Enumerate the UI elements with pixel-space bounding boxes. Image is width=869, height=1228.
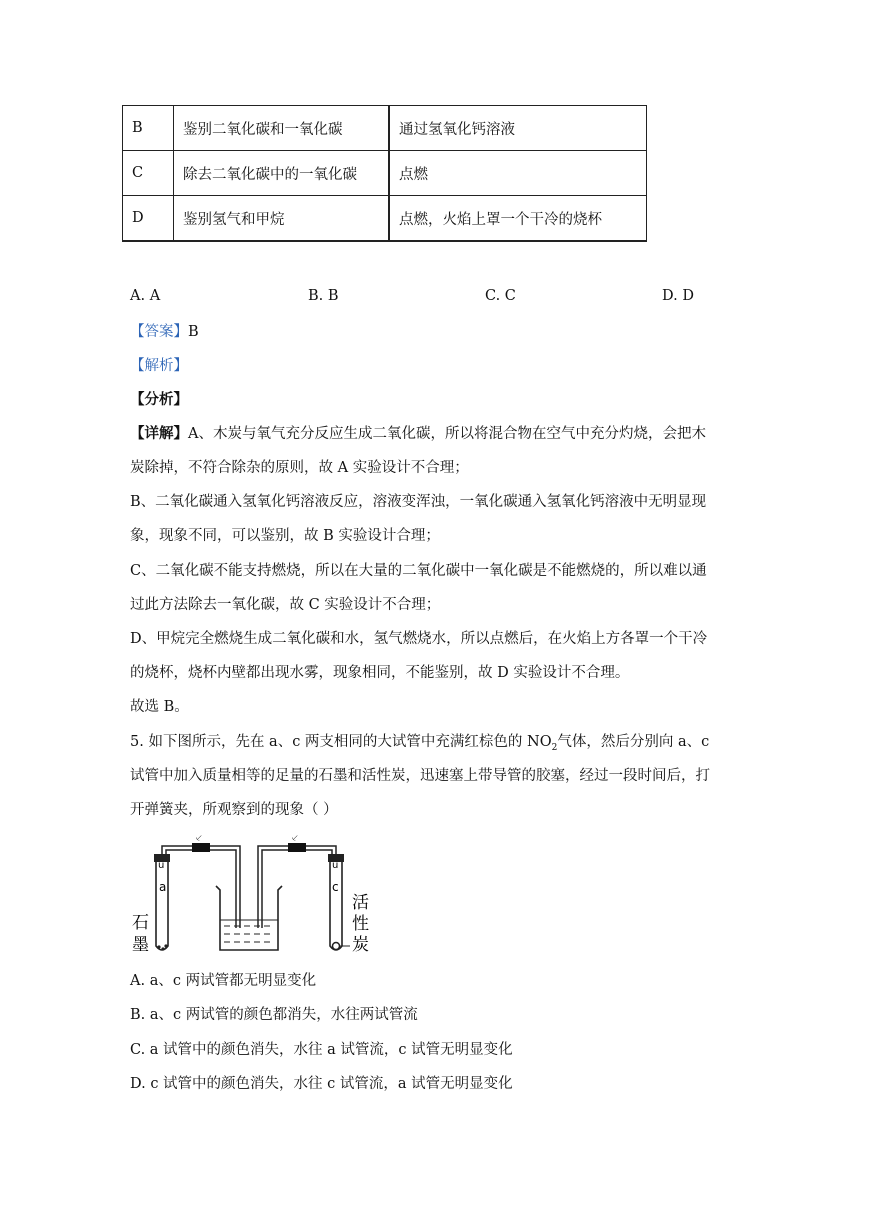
graphite-label-1: 石 — [132, 913, 149, 933]
detail-tag: 【详解】 — [130, 425, 188, 442]
detail-line: 【详解】A、木炭与氧气充分反应生成二氧化碳，所以将混合物在空气中充分灼烧，会把木 — [130, 425, 706, 442]
apparatus-figure — [128, 828, 378, 958]
answer-value: B — [188, 324, 199, 340]
detail-line: C、二氧化碳不能支持燃烧，所以在大量的二氧化碳中一氧化碳是不能燃烧的，所以难以通 — [130, 563, 707, 579]
clamp-right-handle: ⸔ — [291, 833, 299, 844]
row-id: C — [123, 151, 174, 196]
row-goal: 鉴别二氧化碳和一氧化碳 — [174, 106, 390, 151]
detail-line: D、甲烷完全燃烧生成二氧化碳和水，氢气燃烧水，所以点燃后，在火焰上方各罩一个干冷 — [130, 631, 708, 647]
detail-line: B、二氧化碳通入氢氧化钙溶液反应，溶液变浑浊，一氧化碳通入氢氧化钙溶液中无明显现 — [130, 494, 707, 510]
row-goal: 除去二氧化碳中的一氧化碳 — [174, 151, 390, 196]
choice-a: A. A — [130, 288, 161, 304]
tube-c-label: c — [332, 880, 339, 894]
detail-line: 故选 B。 — [130, 699, 189, 715]
choice-b: B. B — [308, 288, 339, 304]
detail-line: 过此方法除去一氧化碳，故 C 实验设计不合理； — [130, 597, 441, 613]
table-row — [123, 106, 647, 151]
choice-d: D. D — [662, 288, 694, 304]
row-goal: 鉴别氢气和甲烷 — [174, 196, 390, 242]
row-id: B — [123, 106, 174, 151]
detail-line: 象，现象不同，可以鉴别，故 B 实验设计合理； — [130, 528, 440, 544]
analysis-tag: 【解析】 — [130, 358, 188, 374]
q5-option-a: A. a、c 两试管都无明显变化 — [130, 973, 317, 989]
q5-stem-line: 试管中加入质量相等的足量的石墨和活性炭，迅速塞上带导管的胶塞，经过一段时间后，打 — [130, 768, 710, 784]
beaker — [216, 886, 282, 950]
q5-option-d: D. c 试管中的颜色消失，水往 c 试管流，a 试管无明显变化 — [130, 1076, 513, 1092]
row-method: 点燃 — [389, 151, 647, 196]
q5-stem-line: 5. 如下图所示，先在 a、c 两支相同的大试管中充满红棕色的 $NO_2$气体，然后分别向 a、c — [130, 734, 710, 753]
clamp-right — [288, 843, 306, 852]
tube-c-stopper-label: u — [332, 860, 339, 871]
q5-option-c: C. a 试管中的颜色消失，水往 a 试管流，c 试管无明显变化 — [130, 1042, 513, 1058]
table-row — [123, 151, 647, 196]
detail-line: 炭除掉，不符合除杂的原则，故 A 实验设计不合理； — [130, 460, 469, 476]
tube-a-label: a — [159, 880, 167, 894]
options-table — [122, 105, 647, 242]
clamp-left — [192, 843, 210, 852]
carbon-label-2: 性 — [352, 914, 369, 934]
detail-line: 的烧杯，烧杯内壁都出现水雾，现象相同，不能鉴别，故 D 实验设计不合理。 — [130, 665, 630, 681]
q5-stem-line: 开弹簧夹，所观察到的现象（ ） — [130, 802, 338, 818]
choice-c: C. C — [485, 288, 516, 304]
table-row — [123, 196, 647, 242]
row-id: D — [123, 196, 174, 242]
tube-a-stopper-label: u — [158, 860, 165, 871]
answer-line — [130, 320, 199, 341]
clamp-left-handle: ⸔ — [195, 833, 203, 844]
q5-option-b: B. a、c 两试管的颜色都消失，水往两试管流 — [130, 1007, 418, 1023]
carbon-label-3: 炭 — [352, 935, 369, 955]
graphite-label-2: 墨 — [132, 935, 149, 955]
carbon-label-1: 活 — [352, 893, 369, 913]
row-method: 点燃，火焰上罩一个干冷的烧杯 — [389, 196, 647, 242]
fenxi-tag: 【分析】 — [130, 391, 188, 408]
row-method: 通过氢氧化钙溶液 — [389, 106, 647, 151]
answer-tag: 【答案】 — [130, 324, 188, 340]
